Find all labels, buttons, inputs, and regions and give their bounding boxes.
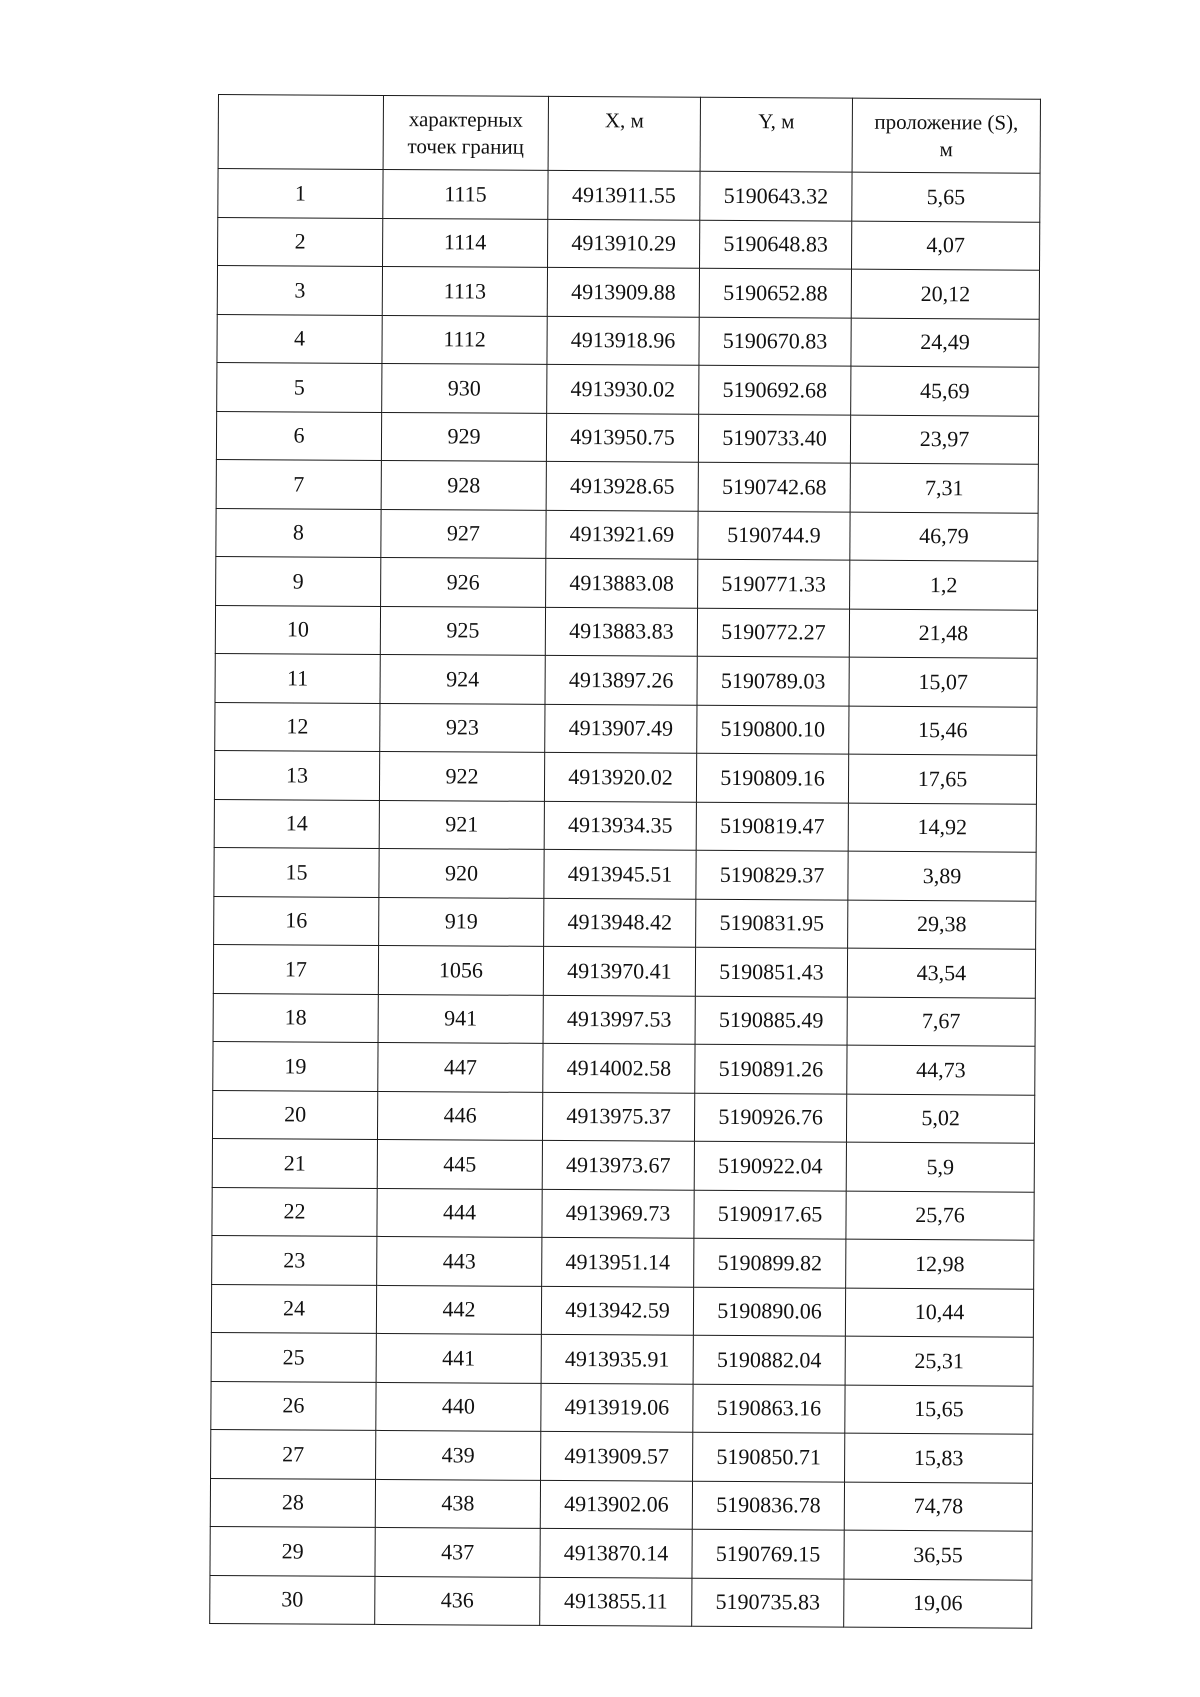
cell-point-id: 445 [377, 1139, 542, 1188]
cell-y: 5190831.95 [696, 899, 848, 948]
table-row [212, 1090, 1034, 1143]
cell-point-id: 926 [381, 557, 546, 606]
cell-number: 9 [216, 556, 381, 605]
cell-number: 10 [215, 605, 380, 654]
cell-x: 4913970.41 [543, 946, 695, 995]
cell-x: 4913907.49 [545, 704, 697, 753]
table-row [213, 1041, 1035, 1094]
cell-x: 4913928.65 [546, 461, 698, 510]
cell-point-id: 444 [377, 1188, 542, 1237]
cell-number: 15 [214, 847, 379, 896]
cell-y: 5190809.16 [696, 753, 848, 802]
cell-point-id: 441 [376, 1333, 541, 1382]
cell-number: 12 [215, 702, 380, 751]
cell-x: 4913919.06 [541, 1383, 693, 1432]
cell-point-id: 1115 [383, 169, 548, 218]
cell-x: 4913911.55 [548, 170, 700, 219]
cell-x: 4913902.06 [540, 1480, 692, 1529]
header-distance-line2: м [939, 137, 953, 162]
cell-number: 30 [210, 1575, 375, 1624]
cell-x: 4913921.69 [546, 510, 698, 559]
cell-point-id: 924 [380, 654, 545, 703]
cell-point-id: 1114 [383, 218, 548, 267]
cell-y: 5190917.65 [694, 1190, 846, 1239]
table-row [211, 1284, 1033, 1337]
cell-point-id: 929 [381, 412, 546, 461]
table-row [214, 750, 1036, 803]
cell-x: 4913975.37 [542, 1092, 694, 1141]
cell-number: 8 [216, 508, 381, 557]
cell-point-id: 446 [377, 1091, 542, 1140]
cell-x: 4913920.02 [544, 752, 696, 801]
cell-y: 5190885.49 [695, 996, 847, 1045]
cell-y: 5190899.82 [694, 1238, 846, 1287]
table-row [215, 653, 1037, 706]
table-row [218, 169, 1040, 222]
cell-y: 5190850.71 [693, 1432, 845, 1481]
header-distance-line1: проложение (S), [874, 109, 1019, 135]
cell-y: 5190772.27 [697, 608, 849, 657]
cell-point-id: 447 [378, 1042, 543, 1091]
cell-distance: 44,73 [847, 1045, 1035, 1095]
cell-point-id: 925 [380, 606, 545, 655]
table-row [210, 1478, 1032, 1531]
cell-point-id: 1112 [382, 315, 547, 364]
cell-x: 4913910.29 [548, 219, 700, 268]
cell-point-id: 941 [378, 994, 543, 1043]
cell-x: 4913951.14 [542, 1237, 694, 1286]
cell-distance: 5,9 [846, 1142, 1034, 1192]
table-row [214, 847, 1036, 900]
cell-number: 2 [218, 217, 383, 266]
cell-x: 4913883.83 [545, 607, 697, 656]
cell-number: 21 [212, 1138, 377, 1187]
cell-x: 4913930.02 [547, 364, 699, 413]
header-y: Y, м [700, 97, 852, 172]
cell-y: 5190922.04 [694, 1141, 846, 1190]
table-row [217, 314, 1039, 367]
cell-x: 4913973.67 [542, 1140, 694, 1189]
cell-x: 4913897.26 [545, 655, 697, 704]
cell-x: 4913934.35 [544, 801, 696, 850]
table-row [216, 508, 1038, 561]
table-row [215, 605, 1037, 658]
cell-distance: 46,79 [850, 512, 1038, 562]
cell-number: 1 [218, 169, 383, 218]
cell-distance: 1,2 [850, 560, 1038, 610]
cell-number: 17 [213, 944, 378, 993]
cell-distance: 23,97 [850, 415, 1038, 465]
cell-x: 4913909.88 [547, 267, 699, 316]
header-point-id [383, 95, 548, 170]
cell-y: 5190643.32 [700, 171, 852, 220]
cell-y: 5190891.26 [695, 1044, 847, 1093]
table-row [212, 1138, 1034, 1191]
table-header-row [218, 95, 1040, 174]
cell-y: 5190769.15 [692, 1529, 844, 1578]
header-x: X, м [548, 96, 700, 171]
table-row [210, 1526, 1032, 1579]
cell-x: 4913918.96 [547, 316, 699, 365]
cell-y: 5190863.16 [693, 1384, 845, 1433]
cell-point-id: 440 [376, 1382, 541, 1431]
boundary-points-table [209, 94, 1041, 1629]
cell-number: 29 [210, 1526, 375, 1575]
cell-y: 5190733.40 [698, 414, 850, 463]
cell-number: 13 [214, 750, 379, 799]
cell-x: 4913935.91 [541, 1334, 693, 1383]
cell-distance: 74,78 [844, 1482, 1032, 1532]
cell-number: 26 [211, 1381, 376, 1430]
cell-distance: 36,55 [844, 1530, 1032, 1580]
cell-x: 4913855.11 [540, 1577, 692, 1626]
cell-y: 5190819.47 [696, 802, 848, 851]
cell-distance: 21,48 [849, 609, 1037, 659]
cell-distance: 7,31 [850, 463, 1038, 513]
cell-x: 4913909.57 [541, 1431, 693, 1480]
cell-point-id: 439 [376, 1430, 541, 1479]
cell-distance: 15,07 [849, 657, 1037, 707]
cell-distance: 17,65 [848, 754, 1036, 804]
cell-point-id: 927 [381, 509, 546, 558]
cell-number: 24 [211, 1284, 376, 1333]
table-row [217, 362, 1039, 415]
cell-distance: 14,92 [848, 803, 1036, 853]
cell-y: 5190735.83 [692, 1578, 844, 1627]
cell-point-id: 1056 [378, 945, 543, 994]
table-row [210, 1575, 1032, 1628]
cell-number: 18 [213, 993, 378, 1042]
cell-point-id: 928 [381, 460, 546, 509]
table-row [218, 217, 1040, 270]
cell-number: 14 [214, 799, 379, 848]
cell-distance: 15,83 [845, 1433, 1033, 1483]
cell-number: 16 [214, 896, 379, 945]
header-distance [852, 98, 1040, 173]
cell-distance: 25,31 [845, 1336, 1033, 1386]
cell-x: 4913870.14 [540, 1528, 692, 1577]
cell-y: 5190882.04 [693, 1335, 845, 1384]
cell-y: 5190890.06 [693, 1287, 845, 1336]
cell-x: 4913969.73 [542, 1189, 694, 1238]
cell-point-id: 922 [379, 751, 544, 800]
cell-number: 5 [217, 362, 382, 411]
cell-number: 4 [217, 314, 382, 363]
cell-distance: 4,07 [852, 221, 1040, 271]
cell-y: 5190670.83 [699, 317, 851, 366]
cell-distance: 3,89 [848, 851, 1036, 901]
cell-number: 27 [211, 1429, 376, 1478]
cell-point-id: 1113 [382, 266, 547, 315]
cell-distance: 7,67 [847, 997, 1035, 1047]
table-row [216, 411, 1038, 464]
cell-distance: 43,54 [847, 948, 1035, 998]
table-row [216, 556, 1038, 609]
cell-y: 5190742.68 [698, 462, 850, 511]
header-point-id-line2: точек границ [407, 134, 524, 159]
cell-number: 22 [212, 1187, 377, 1236]
table-row [217, 266, 1039, 319]
cell-number: 28 [210, 1478, 375, 1527]
cell-y: 5190789.03 [697, 656, 849, 705]
cell-y: 5190771.33 [698, 559, 850, 608]
cell-point-id: 442 [376, 1285, 541, 1334]
cell-distance: 24,49 [851, 318, 1039, 368]
cell-number: 6 [216, 411, 381, 460]
cell-distance: 10,44 [845, 1288, 1033, 1338]
cell-distance: 5,65 [852, 172, 1040, 222]
cell-x: 4913948.42 [544, 898, 696, 947]
table-row [212, 1235, 1034, 1288]
table-row [214, 799, 1036, 852]
cell-x: 4913883.08 [546, 558, 698, 607]
cell-y: 5190692.68 [699, 365, 851, 414]
cell-x: 4913997.53 [543, 995, 695, 1044]
cell-y: 5190829.37 [696, 850, 848, 899]
cell-distance: 25,76 [846, 1191, 1034, 1241]
table-row [216, 459, 1038, 512]
cell-x: 4913945.51 [544, 849, 696, 898]
cell-point-id: 930 [382, 363, 547, 412]
cell-distance: 20,12 [851, 269, 1039, 319]
table-row [211, 1332, 1033, 1385]
cell-y: 5190652.88 [699, 268, 851, 317]
header-number [218, 95, 383, 170]
cell-point-id: 443 [377, 1236, 542, 1285]
cell-distance: 12,98 [846, 1239, 1034, 1289]
table-row [214, 896, 1036, 949]
cell-distance: 19,06 [844, 1579, 1032, 1629]
table-row [215, 702, 1037, 755]
table-row [212, 1187, 1034, 1240]
cell-number: 3 [217, 266, 382, 315]
cell-x: 4913950.75 [546, 413, 698, 462]
cell-distance: 15,46 [849, 706, 1037, 756]
cell-number: 7 [216, 459, 381, 508]
table-row [211, 1429, 1033, 1482]
cell-point-id: 436 [375, 1576, 540, 1625]
cell-distance: 45,69 [851, 366, 1039, 416]
cell-number: 19 [213, 1041, 378, 1090]
cell-y: 5190744.9 [698, 511, 850, 560]
table-row [213, 993, 1035, 1046]
cell-number: 23 [212, 1235, 377, 1284]
cell-x: 4913942.59 [541, 1286, 693, 1335]
cell-number: 25 [211, 1332, 376, 1381]
cell-y: 5190926.76 [694, 1093, 846, 1142]
cell-point-id: 438 [375, 1479, 540, 1528]
cell-x: 4914002.58 [543, 1043, 695, 1092]
cell-distance: 5,02 [846, 1094, 1034, 1144]
table-row [211, 1381, 1033, 1434]
header-point-id-line1: характерных [408, 107, 523, 132]
cell-distance: 15,65 [845, 1385, 1033, 1435]
cell-y: 5190648.83 [700, 220, 852, 269]
cell-y: 5190836.78 [692, 1481, 844, 1530]
cell-point-id: 919 [379, 897, 544, 946]
table-row [213, 944, 1035, 997]
cell-point-id: 921 [379, 800, 544, 849]
cell-y: 5190851.43 [695, 947, 847, 996]
cell-y: 5190800.10 [697, 705, 849, 754]
cell-point-id: 923 [380, 703, 545, 752]
cell-number: 11 [215, 653, 380, 702]
cell-distance: 29,38 [848, 900, 1036, 950]
cell-number: 20 [212, 1090, 377, 1139]
cell-point-id: 437 [375, 1527, 540, 1576]
cell-point-id: 920 [379, 848, 544, 897]
